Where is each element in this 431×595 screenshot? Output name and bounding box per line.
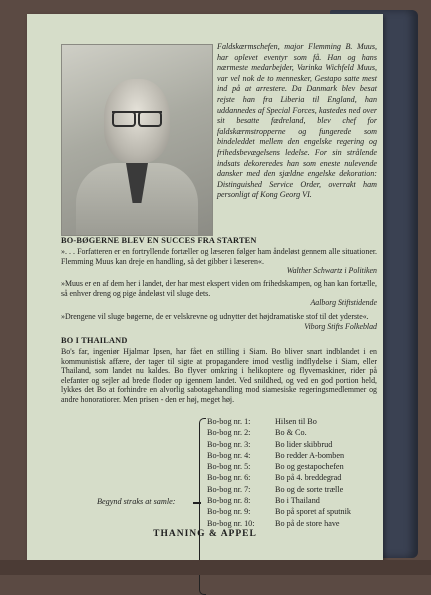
thailand-heading: BO I THAILAND xyxy=(61,336,128,345)
review-quote: »Muus er en af dem her i landet, der har mest ekspert viden om frihedskampen, og han kan fortælle, så enhver dreng og pige åndeløst vil sluge dets. xyxy=(61,279,377,298)
thailand-description: Bo's far, ingeniør Hjalmar Ipsen, har fået en stilling i Siam. Bo bliver snart indblandet i en kommunistisk affære, der tager til sigte at propagandere imod vestlig indflydelse i Siam, eller Thailand, som landet nu kaldes. Bo flyver omkring i helikoptere og flyvemaskiner, rider på elefanter og sejler ad brede floder op igennem landet. Ved snildhed, og ved en god portion held, lykkes det Bo at forhindre en alvorlig sabotagehandling mod siamesiske regeringsmedlemmer og andre honoratiorer. Men prisen - den er høj, meget høj. xyxy=(61,347,377,404)
review-quote: ». . . Forfatteren er en fortryllende fortæller og læseren følger ham åndeløst gennem alle situationer. Flemming Muus kan dreje en handling, så det gibber i læseren«. xyxy=(61,247,377,266)
list-item: Bo-bog nr. 5: Bo og gestapochefen xyxy=(207,462,344,472)
review-source: Viborg Stifts Folkeblad xyxy=(304,321,377,331)
reviews-heading: BO-BØGERNE BLEV EN SUCCES FRA STARTEN xyxy=(61,236,257,245)
list-item: Bo-bog nr. 6: Bo på 4. breddegrad xyxy=(207,473,342,483)
back-cover xyxy=(27,14,383,560)
review-politiken xyxy=(61,247,377,276)
review-quote: »Drengene vil sluge bøgerne, de er velskrevne og udnytter det højdramatiske stof til det yderste«. xyxy=(61,312,369,321)
series-label: Begynd straks at samle: xyxy=(97,497,176,506)
list-item: Bo-bog nr. 2: Bo & Co. xyxy=(207,428,307,438)
author-intro-text: Faldskærmschefen, major Flemming B. Muus, har oplevet eventyr som få. Han og hans nærmeste medarbejder, Varinka Wichfeld Muus, var vel nok de to mennesker, Gestapo satte mest ind på at arrestere. Da Danmark blev besat rejste han fra Liberia til England, han uddannedes af Special Forces, kastedes ned over sit besatte fædreland, blev chef for faldskærmstropperne og fungerede som bindeleddet mellem den engelske regering og frihedsbevægelsens ledelse. For sin strålende indsats dekoreredes han som eneste nulevende dansker med den sjældne engelske dekoration: Distinguished Service Order, overrakt ham personligt af Kong Georg VI. xyxy=(217,42,377,200)
series-brace-tip xyxy=(193,502,201,504)
review-viborg xyxy=(61,312,377,331)
book-series-list xyxy=(207,416,351,529)
list-item: Bo-bog nr. 1: Hilsen til Bo xyxy=(207,417,317,426)
author-portrait xyxy=(61,44,213,236)
review-aalborg xyxy=(61,279,377,308)
table-surface xyxy=(0,560,431,575)
review-source: Walther Schwartz i Politiken xyxy=(286,266,377,276)
list-item: Bo-bog nr. 8: Bo i Thailand xyxy=(207,496,320,506)
list-item: Bo-bog nr. 3: Bo lider skibbrud xyxy=(207,439,333,449)
list-item: Bo-bog nr. 9: Bo på sporet af sputnik xyxy=(207,507,351,517)
list-item: Bo-bog nr. 4: Bo redder A-bomben xyxy=(207,450,345,460)
list-item: Bo-bog nr. 7: Bo og de sorte trælle xyxy=(207,484,344,494)
review-source: Aalborg Stiftstidende xyxy=(310,298,377,308)
publisher-name: THANING & APPEL xyxy=(153,529,257,539)
list-item: Bo-bog nr. 10: Bo på de store have xyxy=(207,518,340,528)
